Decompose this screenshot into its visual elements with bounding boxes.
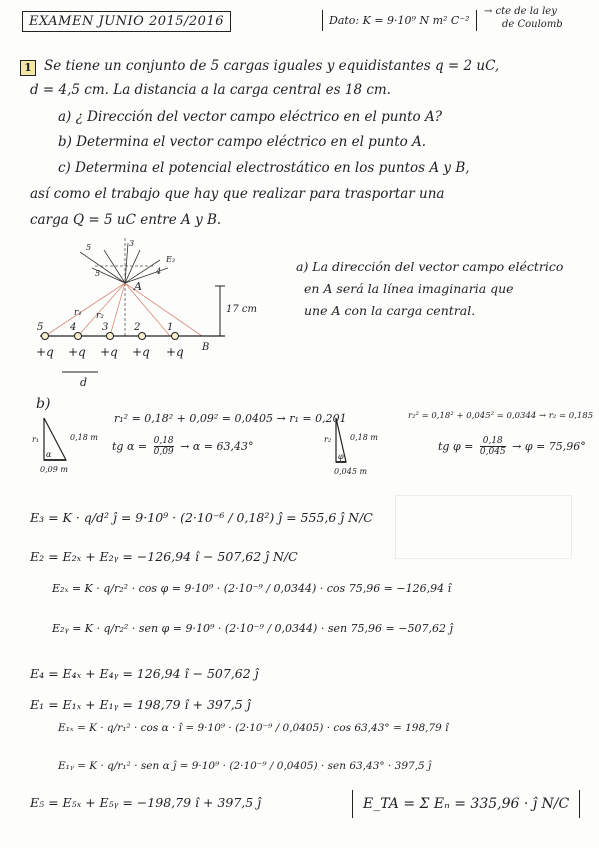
constant-note-line-2: de Coulomb (502, 19, 563, 30)
tri2-side: 0,18 m (350, 433, 378, 442)
field-label-4: 5 (95, 269, 101, 278)
exam-title: EXAMEN JUNIO 2015/2016 (22, 11, 231, 32)
r1-label: r₁ (74, 308, 82, 318)
charge-num-5: 5 (37, 322, 44, 333)
answer-a-line-3: une A con la carga central. (304, 303, 476, 318)
part-a-text: a) ¿ Dirección del vector campo eléctrico en el punto A? (58, 109, 442, 125)
point-b-label: B (202, 342, 210, 353)
charge-num-4: 4 (70, 322, 77, 333)
tga-fraction (154, 436, 174, 457)
part-c-text-3: carga Q = 5 uC entre A y B. (30, 212, 222, 228)
part-b-label: b) (36, 396, 51, 412)
charge-num-3: 3 (102, 322, 109, 333)
part-c-text-2: así como el trabajo que hay que realizar para trasportar una (30, 186, 445, 202)
charge-num-1: 1 (167, 322, 174, 333)
charge-label-4: +q (68, 345, 86, 359)
charge-3 (107, 333, 114, 340)
tga-num: 0,18 (153, 436, 174, 446)
charge-diagram (30, 238, 270, 388)
charge-1 (172, 333, 179, 340)
eq-e1: E₁ = E₁ₓ + E₁ᵧ = 198,79 î + 397,5 ĵ (30, 697, 251, 712)
tga-lhs: tg α = (112, 440, 148, 453)
triangle-2 (322, 410, 402, 480)
tgf-rhs: → φ = 75,96° (512, 440, 586, 453)
tga-den: 0,09 (153, 447, 174, 457)
statement-line-2: d = 4,5 cm. La distancia a la carga central es 18 cm. (30, 82, 391, 98)
tgf-lhs: tg φ = (438, 440, 474, 453)
charge-num-2: 2 (134, 322, 141, 333)
eq-e2: E₂ = E₂ₓ + E₂ᵧ = −126,94 î − 507,62 ĵ N/C (30, 549, 298, 564)
eq-e2y: E₂ᵧ = K · q/r₂² · sen φ = 9·10⁹ · (2·10⁻⁹ / 0,0344) · sen 75,96 = −507,62 ĵ (52, 622, 453, 635)
field-vectors (80, 243, 168, 283)
eq-e2x: E₂ₓ = K · q/r₂² · cos φ = 9·10⁹ · (2·10⁻⁹ / 0,0344) · cos 75,96 = −126,94 î (52, 582, 452, 595)
faint-bleed-rect (395, 495, 572, 559)
charge-label-2: +q (132, 345, 150, 359)
r2-label: r₂ (96, 311, 104, 321)
charge-5 (42, 333, 49, 340)
field-lines (45, 283, 202, 336)
charge-label-3: +q (100, 345, 118, 359)
eq-e4: E₄ = E₄ₓ + E₄ᵧ = 126,94 î − 507,62 ĵ (30, 666, 259, 681)
constant-note (484, 5, 563, 31)
question-number: 1 (20, 60, 36, 76)
tgf-num: 0,18 (480, 436, 506, 447)
field-label-3: 4 (156, 267, 162, 276)
eq-e3: E₃ = K · q/d² ĵ = 9·10⁹ · (2·10⁻⁶ / 0,18²) ĵ = 555,6 ĵ N/C (30, 510, 373, 525)
tga-calculation (112, 436, 254, 457)
statement-line-1: Se tiene un conjunto de 5 cargas iguales y equidistantes q = 2 uC, (44, 58, 500, 74)
tri1-angle: α (46, 450, 52, 459)
eq-e1y: E₁ᵧ = K · q/r₁² · sen α ĵ = 9·10⁹ · (2·10⁻⁹ / 0,0405) · sen 63,43° · 397,5 ĵ (58, 760, 432, 772)
height-label: 17 cm (226, 304, 257, 315)
charge-2 (139, 333, 146, 340)
part-c-text: c) Determina el potencial electrostático en los puntos A y B, (58, 160, 470, 176)
field-label-1: 5 (86, 243, 92, 252)
answer-a (296, 256, 563, 322)
field-label-2: 3 (129, 239, 135, 248)
triangle-1 (30, 408, 110, 478)
r1-calculation: r₁² = 0,18² + 0,09² = 0,0405 → r₁ = 0,201 (114, 412, 347, 425)
eq-e1x: E₁ₓ = K · q/r₁² · cos α · î = 9·10⁹ · (2·10⁻⁹ / 0,0405) · cos 63,43° = 198,79 î (58, 722, 449, 734)
height-marker (215, 286, 225, 336)
constant-note-line-1: → cte de la ley (484, 6, 557, 17)
tgf-den: 0,045 (479, 447, 506, 457)
d-label: d (80, 376, 88, 388)
answer-a-line-2: en A será la línea imaginaria que (304, 281, 514, 296)
charge-4 (75, 333, 82, 340)
charge-label-1: +q (166, 345, 184, 359)
tri2-base: 0,045 m (334, 467, 368, 476)
charge-label-5: +q (36, 345, 54, 359)
tri1-side: 0,18 m (70, 433, 98, 442)
tri1-r: r₁ (32, 435, 40, 444)
tga-rhs: → α = 63,43° (180, 440, 254, 453)
tri2-r: r₂ (324, 435, 332, 444)
result-box: E_TA = Σ Eₙ = 335,96 · ĵ N/C (352, 790, 580, 818)
point-a-label: A (134, 280, 142, 293)
eq-e5: E₅ = E₅ₓ + E₅ᵧ = −198,79 î + 397,5 ĵ (30, 795, 262, 810)
constant-data: Dato: K = 9·10⁹ N m² C⁻² (322, 10, 477, 31)
field-label-5: E₃ (166, 255, 176, 264)
tgf-fraction (480, 436, 506, 457)
tri2-angle: φ (338, 452, 344, 461)
tri1-base: 0,09 m (40, 465, 68, 474)
answer-a-line-1: a) La dirección del vector campo eléctrico (296, 259, 564, 274)
tgf-calculation (438, 436, 586, 457)
r2-calculation: r₂² = 0,18² + 0,045² = 0,0344 → r₂ = 0,185 (408, 411, 594, 421)
part-b-text: b) Determina el vector campo eléctrico en el punto A. (58, 134, 427, 150)
